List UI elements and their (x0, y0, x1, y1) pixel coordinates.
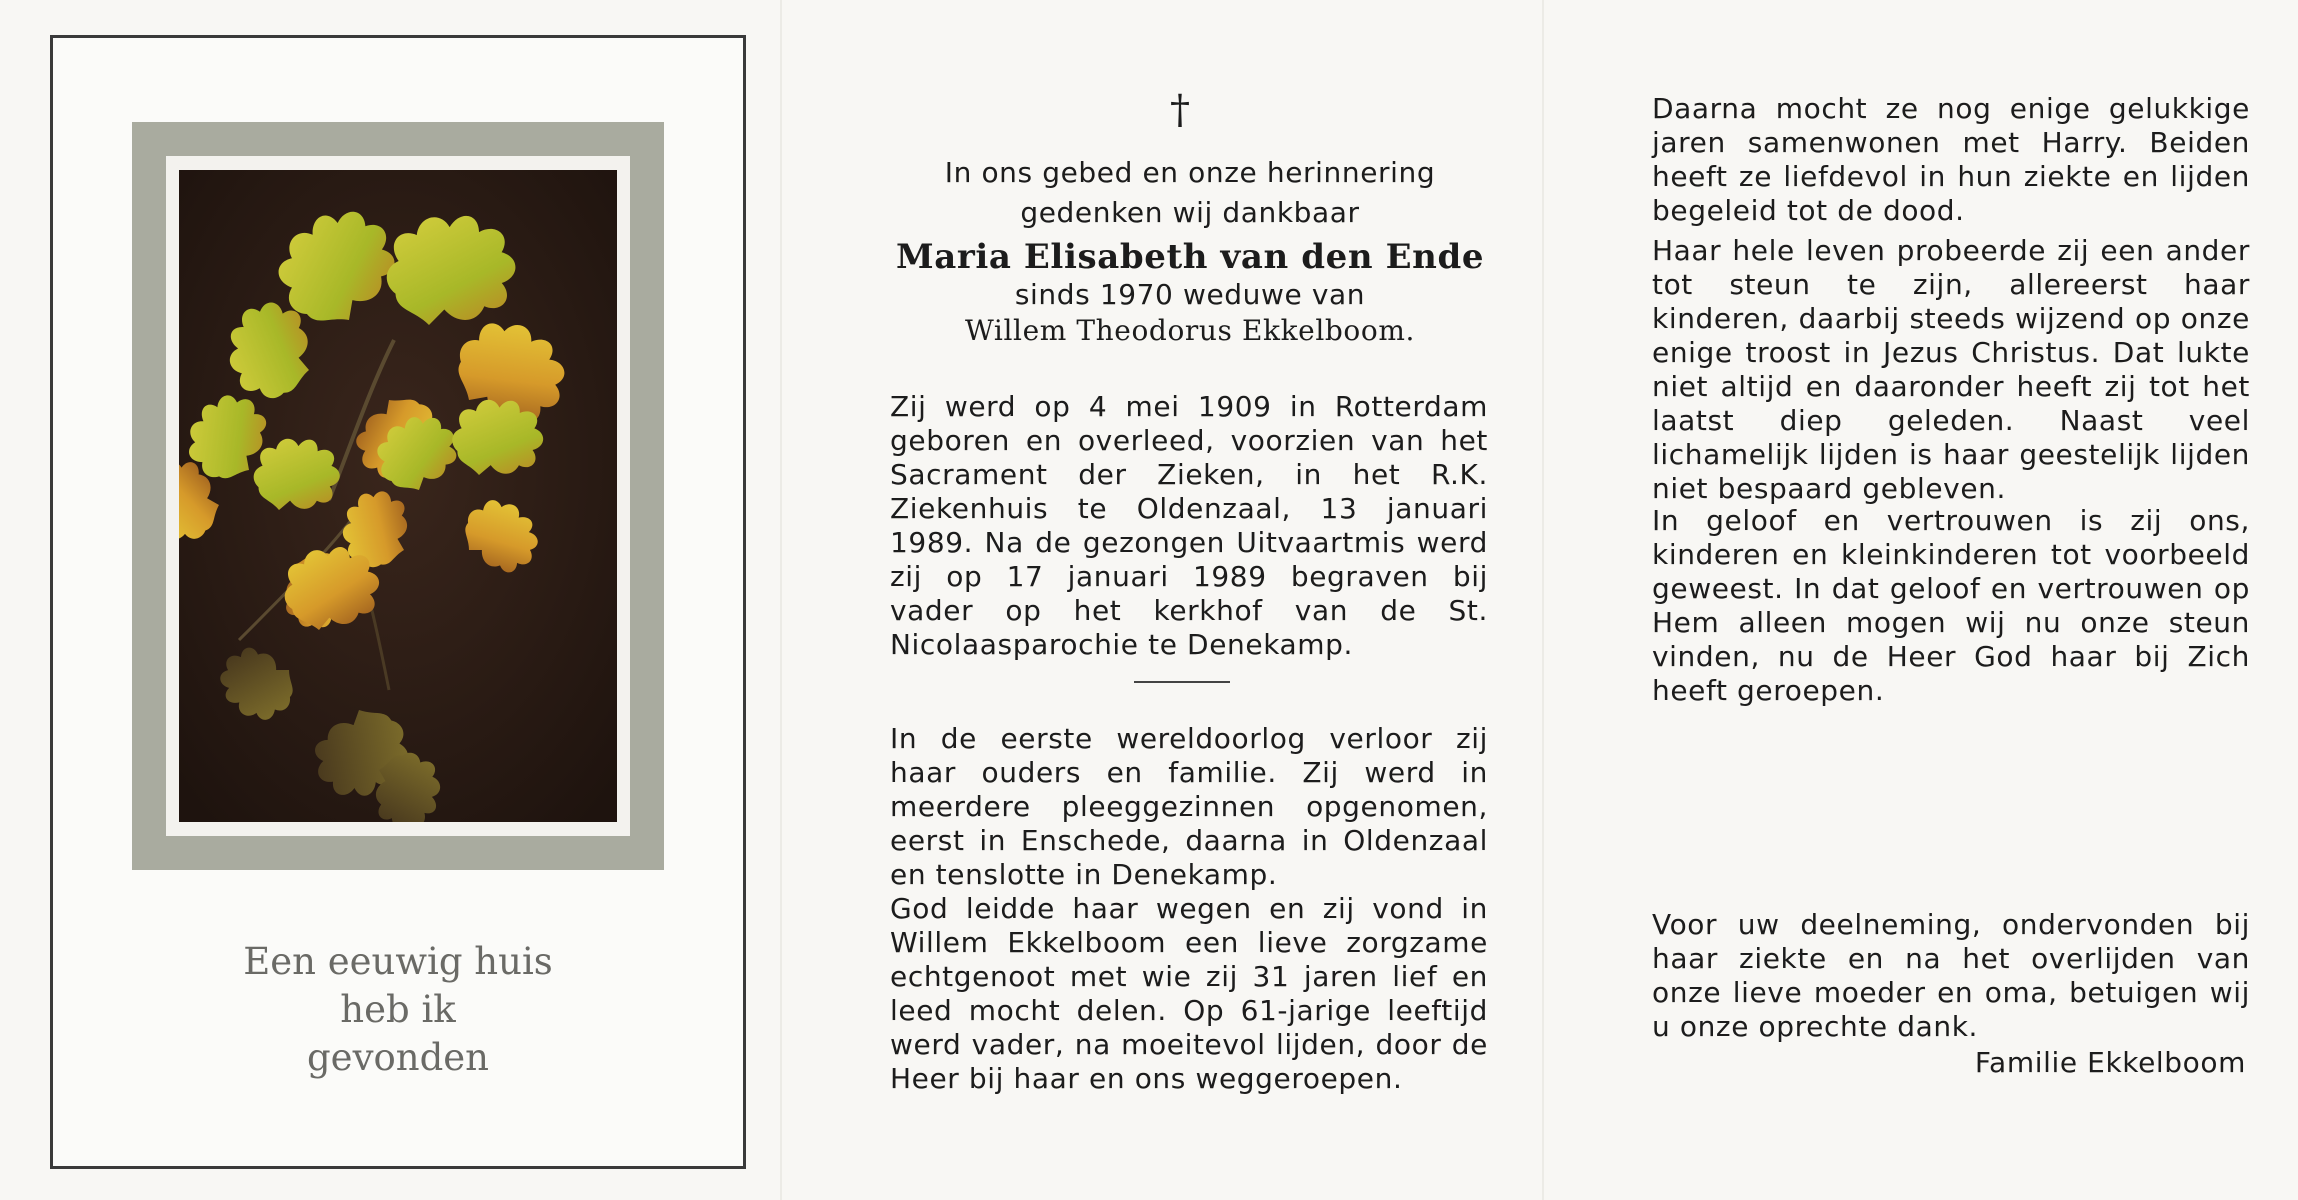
faith-paragraph: Haar hele leven probeerde zij een ander tot steun te zijn, allereerst haar kinderen, daarbij steeds wijzend op onze enige troost in Jezus Christus. Dat lukte niet altijd en daaronder heeft zij tot het laatst diep geleden. Naast veel lichamelijk lijden is haar geestelijk lijden niet bespaard gebleven. (1652, 234, 2250, 505)
oak-leaves-photo (179, 170, 617, 822)
motto-line-2: heb ik (340, 988, 456, 1031)
husband-name: Willem Theodorus Ekkelboom. (965, 314, 1415, 347)
divider-rule (1134, 681, 1230, 683)
motto-line-1: Een eeuwig huis (243, 940, 553, 983)
oak-leaves-illustration (179, 170, 617, 822)
cross-icon: † (1170, 87, 1190, 133)
intro-line-1: In ons gebed en onze herinnering (944, 156, 1436, 189)
front-panel (0, 0, 780, 1200)
life-dates-paragraph: Zij werd op 4 mei 1909 in Rotterdam geboren en overleed, voorzien van het Sacrament der Zieken, in het R.K. Ziekenhuis te Oldenzaal, 13 januari 1989. Na de gezongen Uitvaartmis werd zij op 17 januari 1989 begraven bij vader op het kerkhof van de St. Nicolaasparochie te Denekamp. (890, 390, 1488, 661)
example-paragraph: In geloof en vertrouwen is zij ons, kinderen en kleinkinderen tot voorbeeld geweest. In dat geloof en vertrouwen op Hem alleen mogen wij nu onze steun vinden, nu de Heer God haar bij Zich heeft geroepen. (1652, 504, 2250, 707)
motto-line-3: gevonden (306, 1036, 489, 1079)
widow-line: sinds 1970 weduwe van (1014, 278, 1366, 311)
front-motto (132, 938, 664, 1082)
later-years-paragraph: Daarna mocht ze nog enige gelukkige jaren samenwonen met Harry. Beiden heeft ze liefdevol in hun ziekte en lijden begeleid tot de dood. (1652, 92, 2250, 227)
intro-line-2: gedenken wij dankbaar (1020, 196, 1360, 229)
deceased-name: Maria Elisabeth van den Ende (895, 237, 1485, 277)
marriage-paragraph: God leidde haar wegen en zij vond in Willem Ekkelboom een lieve zorgzame echtgenoot met wie zij 31 jaren lief en leed mocht delen. Op 61-jarige leeftijd werd vader, na moeitevol lijden, door de Heer bij haar en ons weggeroepen. (890, 892, 1488, 1095)
family-signature: Familie Ekkelboom (1974, 1046, 2246, 1079)
thanks-paragraph: Voor uw deelneming, ondervonden bij haar ziekte en na het overlijden van onze lieve moeder en oma, betuigen wij u onze oprechte dank. (1652, 908, 2250, 1043)
childhood-paragraph: In de eerste wereldoorlog verloor zij haar ouders en familie. Zij werd in meerdere pleeggezinnen opgenomen, eerst in Enschede, daarna in Oldenzaal en tenslotte in Denekamp. (890, 722, 1488, 891)
intro-block (890, 156, 1490, 348)
